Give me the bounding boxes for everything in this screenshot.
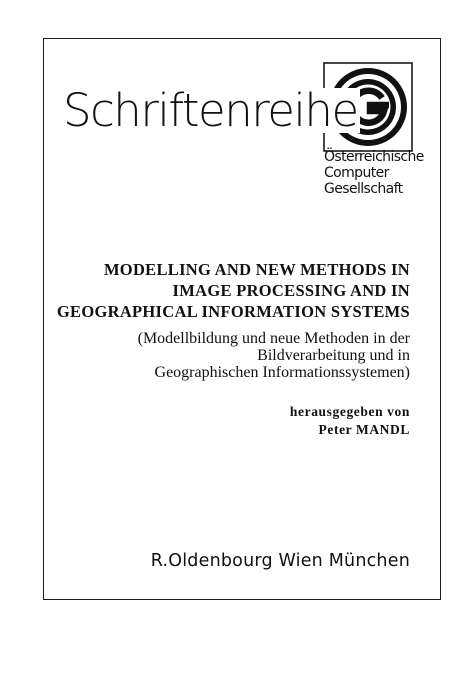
society-line: Österreichische (324, 149, 424, 165)
book-subtitle-line: (Modellbildung und neue Methoden in der (137, 330, 410, 347)
book-title (57, 259, 410, 322)
editor-name: Peter MANDL (318, 422, 410, 437)
society-line: Gesellschaft (324, 181, 403, 197)
book-title-line: MODELLING AND NEW METHODS IN (103, 260, 410, 279)
society-line: Computer (324, 165, 389, 181)
editor-block (290, 403, 410, 439)
society-name (324, 149, 424, 197)
book-subtitle-line: Bildverarbeitung und in (257, 347, 410, 364)
book-title-line: GEOGRAPHICAL INFORMATION SYSTEMS (56, 302, 410, 321)
book-subtitle-line: Geographischen Informationssystemen) (154, 364, 410, 381)
book-title-line: IMAGE PROCESSING AND IN (172, 281, 410, 300)
book-subtitle (138, 330, 410, 381)
publisher-line: R.Oldenbourg Wien München (150, 551, 410, 571)
editor-label: herausgegeben von (289, 404, 410, 419)
series-title: Schriftenreihe (63, 84, 358, 137)
